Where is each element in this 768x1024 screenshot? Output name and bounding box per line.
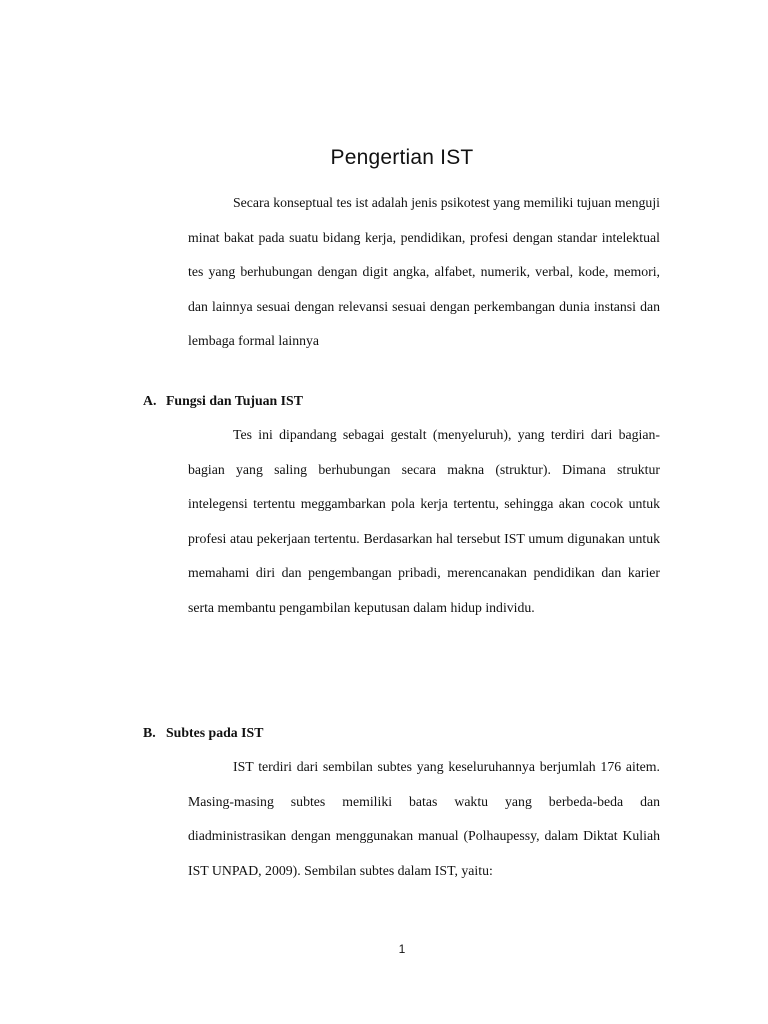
section-heading-b	[143, 725, 263, 741]
page-title: Pengertian IST	[330, 146, 474, 169]
section-heading-a	[143, 393, 303, 409]
section-b-paragraph	[188, 750, 660, 888]
section-b-paragraph-text: IST terdiri dari sembilan subtes yang keseluruhannya berjumlah 176 aitem. Masing-masing subtes memiliki batas waktu yang berbeda-beda dan diadministrasikan dengan menggunakan manual (Polhaupessy, dalam Diktat Kuliah IST UNPAD, 2009). Sembilan subtes dalam IST, yaitu:	[188, 759, 660, 878]
section-marker-b: B.	[143, 725, 156, 740]
section-heading-a-text: Fungsi dan Tujuan IST	[166, 393, 303, 408]
section-marker-a: A.	[143, 393, 157, 408]
section-a-paragraph-text: Tes ini dipandang sebagai gestalt (menyeluruh), yang terdiri dari bagian- bagian yang saling berhubungan secara makna (struktur). Dimana struktur intelegensi tertentu meggambarkan pola kerja tertentu, sehingga akan cocok untuk profesi atau pekerjaan tertentu. Berdasarkan hal tersebut IST umum digunakan untuk memahami diri dan pengembangan pribadi, merencanakan pendidikan dan karier serta membantu pengambilan keputusan dalam hidup individu.	[188, 427, 660, 615]
intro-paragraph-text: Secara konseptual tes ist adalah jenis psikotest yang memiliki tujuan menguji minat bakat pada suatu bidang kerja, pendidikan, profesi dengan standar intelektual tes yang berhubungan dengan digit angka, alfabet, numerik, verbal, kode, memori, dan lainnya sesuai dengan relevansi sesuai dengan perkembangan dunia instansi dan lembaga formal lainnya	[188, 195, 660, 348]
section-heading-b-text: Subtes pada IST	[166, 725, 264, 740]
page-number: 1	[398, 942, 406, 956]
intro-paragraph	[188, 186, 660, 359]
section-a-paragraph	[188, 418, 660, 625]
